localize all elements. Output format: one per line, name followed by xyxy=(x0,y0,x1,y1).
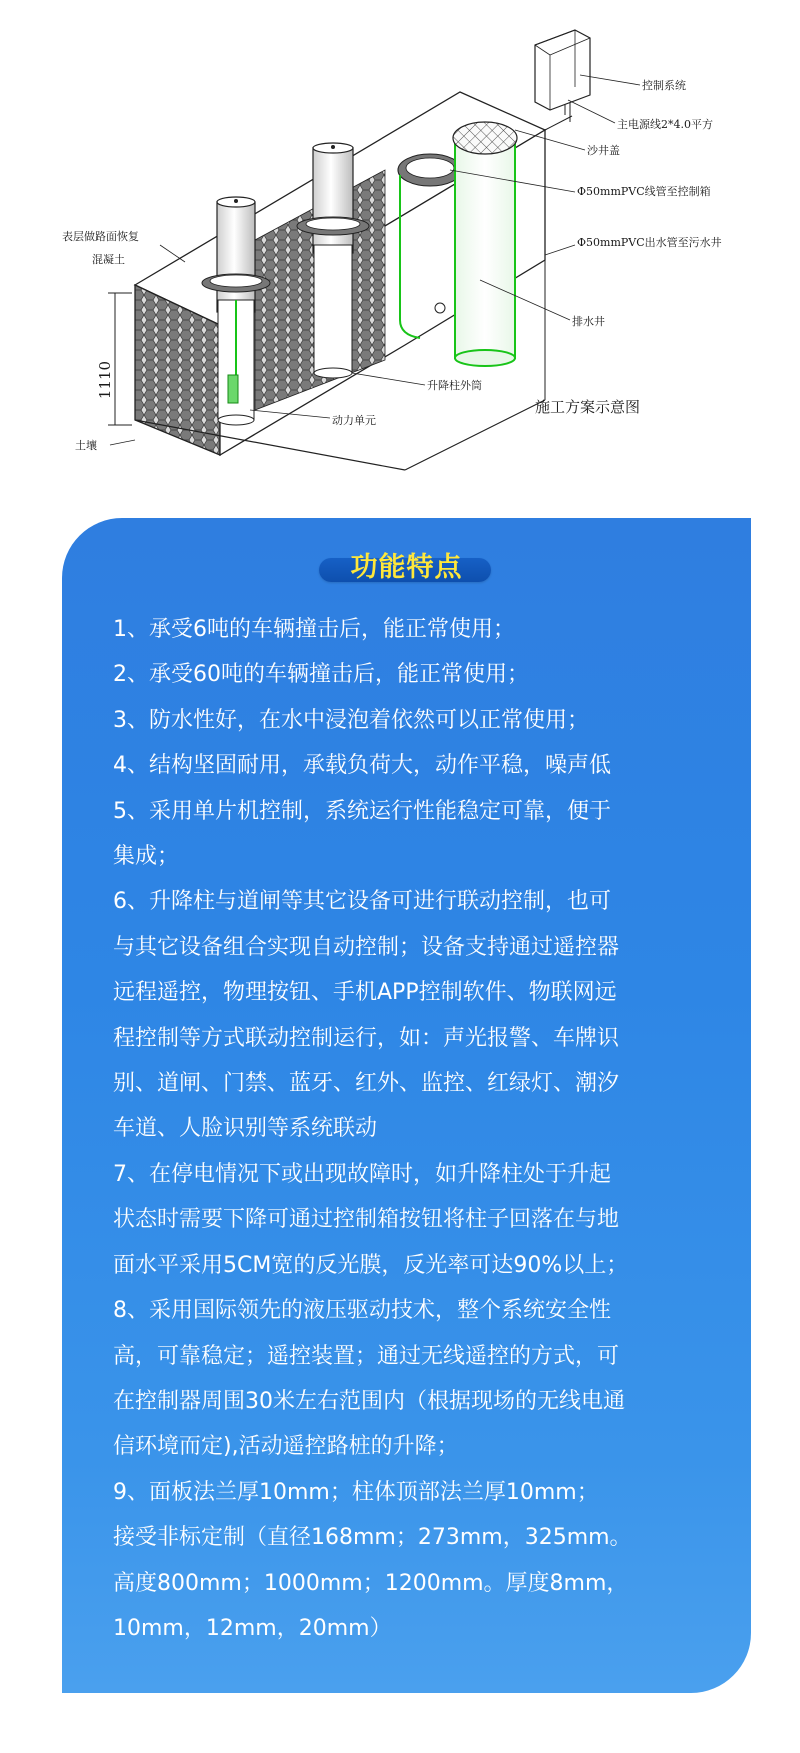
construction-diagram xyxy=(0,0,800,480)
label-surface-restore: 表层做路面恢复 xyxy=(62,230,139,243)
dimension-marker xyxy=(96,293,132,425)
dimension-label: 1110 xyxy=(96,360,114,400)
label-main-power: 主电源线2*4.0平方 xyxy=(617,118,713,131)
diagram-caption: 施工方案示意图 xyxy=(535,398,641,416)
feature-line: 5、采用单片机控制，系统运行性能稳定可靠，便于 xyxy=(113,798,611,824)
label-sand-well-cover: 沙井盖 xyxy=(587,144,620,157)
feature-line: 在控制器周围30米左右范围内（根据现场的无线电通 xyxy=(113,1388,625,1414)
feature-line: 1、承受6吨的车辆撞击后，能正常使用； xyxy=(113,617,515,642)
label-outer-cylinder: 升降柱外筒 xyxy=(427,379,482,392)
features-title: 功能特点 xyxy=(350,552,463,583)
control-box xyxy=(535,30,590,110)
feature-line: 高度800mm；1000mm；1200mm。厚度8mm， xyxy=(113,1570,629,1596)
feature-line: 2、承受60吨的车辆撞击后，能正常使用； xyxy=(113,662,529,688)
drain-well xyxy=(453,122,517,366)
feature-line: 7、在停电情况下或出现故障时，如升降柱处于升起 xyxy=(113,1161,611,1187)
feature-line: 与其它设备组合实现自动控制；设备支持通过遥控器 xyxy=(113,934,620,960)
label-control-system: 控制系统 xyxy=(642,79,686,92)
feature-line: 面水平采用5CM宽的反光膜，反光率可达90%以上； xyxy=(113,1252,629,1278)
feature-line: 3、防水性好，在水中浸泡着依然可以正常使用； xyxy=(113,707,589,733)
label-drain-well: 排水井 xyxy=(572,315,605,328)
features-card xyxy=(62,518,751,1693)
feature-line: 车道、人脸识别等系统联动 xyxy=(113,1116,378,1142)
feature-line: 4、结构坚固耐用，承载负荷大，动作平稳，噪声低 xyxy=(113,753,611,779)
feature-list xyxy=(113,607,713,1651)
feature-line: 信环境而定),活动遥控路桩的升降； xyxy=(113,1434,459,1460)
label-concrete: 混凝土 xyxy=(92,253,125,266)
feature-line: 集成； xyxy=(113,844,180,870)
feature-line: 高，可靠稳定；遥控装置；通过无线遥控的方式，可 xyxy=(113,1343,620,1369)
feature-line: 9、面板法兰厚10mm；柱体顶部法兰厚10mm； xyxy=(113,1479,599,1505)
feature-line: 接受非标定制（直径168mm；273mm，325mm。 xyxy=(113,1525,632,1551)
feature-line: 6、升降柱与道闸等其它设备可进行联动控制，也可 xyxy=(113,889,611,915)
feature-line: 远程遥控，物理按钮、手机APP控制软件、物联网远 xyxy=(113,980,617,1006)
feature-line: 程控制等方式联动控制运行，如：声光报警、车牌识 xyxy=(113,1025,620,1051)
feature-line: 8、采用国际领先的液压驱动技术，整个系统安全性 xyxy=(113,1298,611,1324)
label-pvc-control-box: Φ50mmPVC线管至控制箱 xyxy=(577,185,711,198)
feature-line: 10mm，12mm，20mm） xyxy=(113,1615,392,1641)
label-soil: 土壤 xyxy=(75,439,97,452)
label-pvc-sewage: Φ50mmPVC出水管至污水井 xyxy=(577,236,722,249)
feature-line: 状态时需要下降可通过控制箱按钮将柱子回落在与地 xyxy=(113,1207,620,1233)
feature-line: 别、道闸、门禁、蓝牙、红外、监控、红绿灯、潮汐 xyxy=(113,1071,620,1097)
label-power-unit: 动力单元 xyxy=(332,414,376,427)
